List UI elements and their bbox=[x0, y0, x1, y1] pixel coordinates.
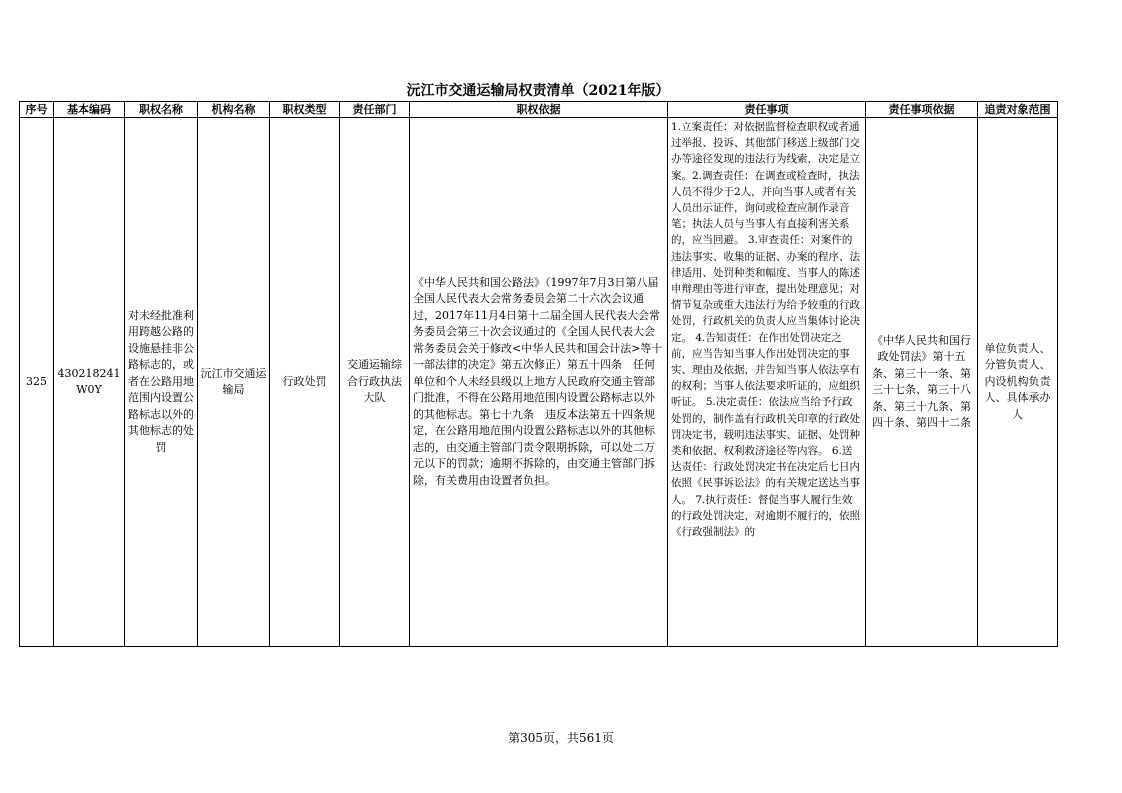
header-code: 基本编码 bbox=[54, 102, 125, 118]
cell-code: 430218241W0Y bbox=[54, 118, 125, 647]
cell-org-name: 沅江市交通运输局 bbox=[198, 118, 270, 647]
header-power-type: 职权类型 bbox=[270, 102, 340, 118]
table-row bbox=[20, 118, 1058, 647]
cell-department: 交通运输综合行政执法大队 bbox=[340, 118, 410, 647]
page-number: 第305页，共561页 bbox=[508, 731, 614, 745]
cell-basis: 《中华人民共和国公路法》（1997年7月3日第八届全国人民代表大会常务委员会第二十六次会议通过，2017年11月4日第十二届全国人民代表大会常务委员会第三十次会议通过的《全国人民代表大会常务委员会关于修改<中华人民共和国会计法>等十一部法律的决定》第五次修正）第五十四条 任何单位和个人未经县级以上地方人民政府交通主管部门批准，不得在公路用地范围内设置公路标志以外的其他标志。第七十九条 违反本法第五十四条规定，在公路用地范围内设置公路标志以外的其他标志的，由交通主管部门责令限期拆除，可以处二万元以下的罚款；逾期不拆除的，由交通主管部门拆除，有关费用由设置者负担。 bbox=[410, 118, 668, 647]
header-power-name: 职权名称 bbox=[125, 102, 198, 118]
header-row bbox=[20, 102, 1058, 118]
cell-seq: 325 bbox=[20, 118, 54, 647]
header-accountability: 追责对象范围 bbox=[978, 102, 1058, 118]
header-duty-basis: 责任事项依据 bbox=[866, 102, 978, 118]
cell-accountability: 单位负责人、分管负责人、内设机构负责人、具体承办人 bbox=[978, 118, 1058, 647]
header-seq: 序号 bbox=[20, 102, 54, 118]
cell-power-name: 对未经批准利用跨越公路的设施悬挂非公路标志的，或者在公路用地范围内设置公路标志以外的其他标志的处罚 bbox=[125, 118, 198, 647]
cell-duty-items: 1.立案责任：对依据监督检查职权或者通过举报、投诉、其他部门移送上级部门交办等途径发现的违法行为线索，决定是立案。2.调查责任：在调查或检查时，执法人员不得少于2人，并向当事人或者有关人员出示证件，询问或检查应制作录音笔；执法人员与当事人有直接利害关系的，应当回避。 3.审查责任：对案件的违法事实、收集的证据、办案的程序、法律适用、处罚种类和幅度、当事人的陈述申辩理由等进行审查，提出处理意见；对情节复杂或重大违法行为给予较重的行政处罚，行政机关的负责人应当集体讨论决定。 4.告知责任：在作出处罚决定之前，应当告知当事人作出处罚决定的事实、理由及依据，并告知当事人依法享有的权利；当事人依法要求听证的，应组织听证。 5.决定责任：依法应当给予行政处罚的，制作盖有行政机关印章的行政处罚决定书，载明违法事实、证据、处罚种类和依据、权利救济途径等内容。 6.送达责任：行政处罚决定书在决定后七日内依照《民事诉讼法》的有关规定送达当事人。 7.执行责任：督促当事人履行生效的行政处罚决定，对逾期不履行的，依照《行政强制法》的 bbox=[668, 118, 866, 647]
header-org-name: 机构名称 bbox=[198, 102, 270, 118]
header-basis: 职权依据 bbox=[410, 102, 668, 118]
header-department: 责任部门 bbox=[340, 102, 410, 118]
cell-power-type: 行政处罚 bbox=[270, 118, 340, 647]
page-title: 沅江市交通运输局权责清单（2021年版） bbox=[406, 83, 670, 99]
duty-list-table bbox=[19, 101, 1058, 647]
cell-duty-basis: 《中华人民共和国行政处罚法》第十五条、第三十一条、第三十七条、第三十八条、第三十九条、第四十条、第四十二条 bbox=[866, 118, 978, 647]
header-duty-items: 责任事项 bbox=[668, 102, 866, 118]
